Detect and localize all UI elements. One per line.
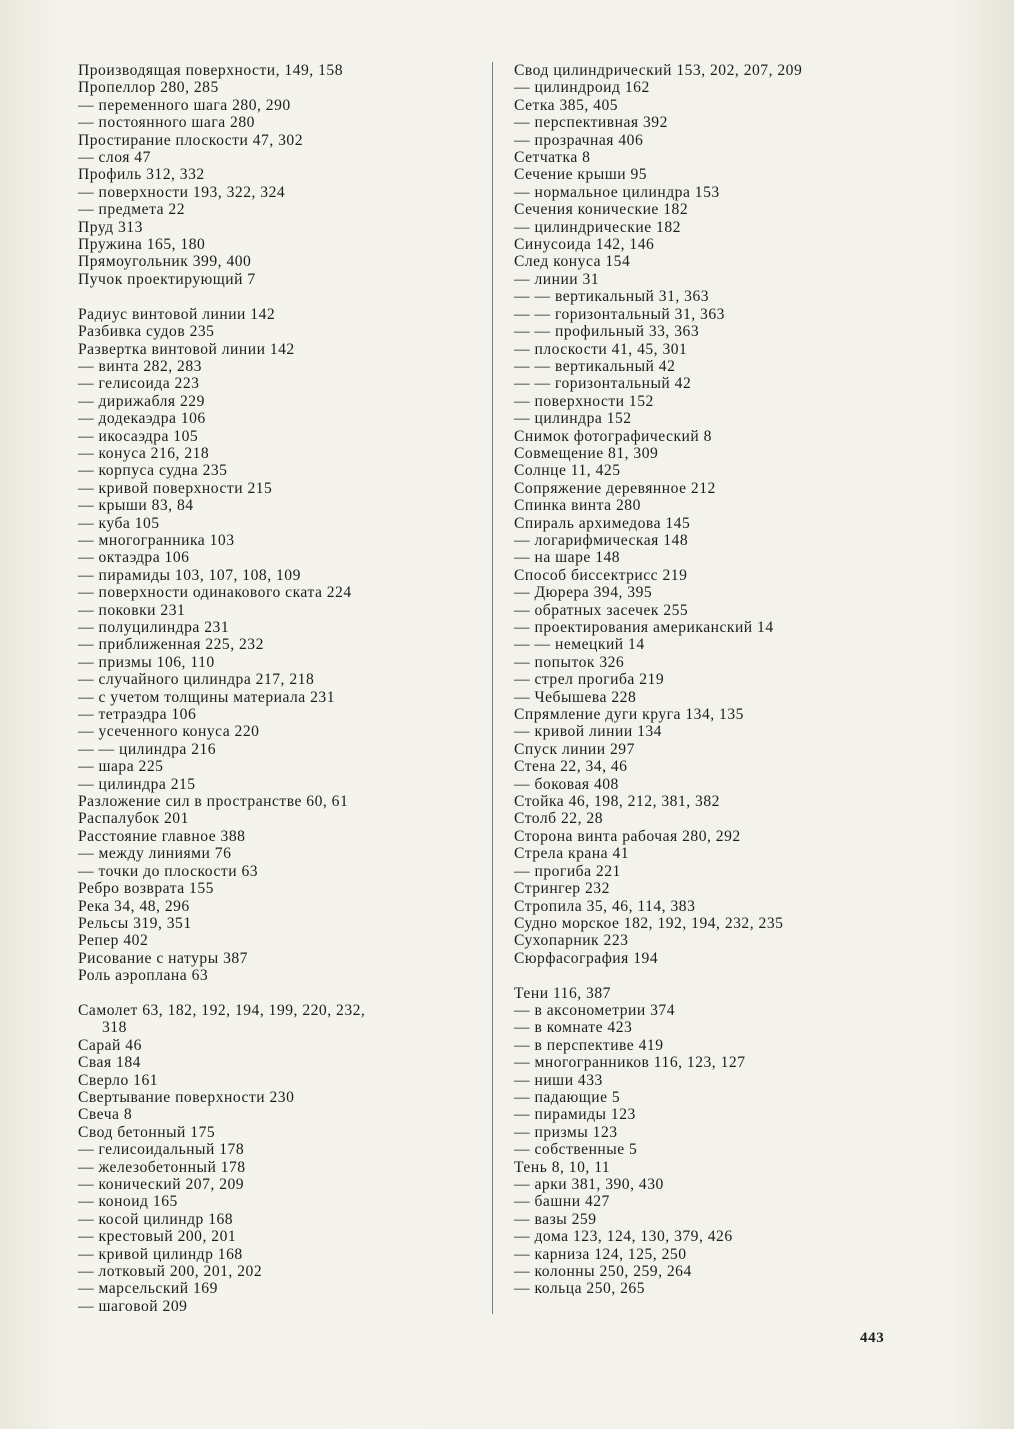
index-entry: — винта 282, 283 (78, 357, 202, 375)
index-entry: — усеченного конуса 220 (78, 723, 260, 741)
index-entry: — боковая 408 (514, 775, 619, 793)
index-entry: — пирамиды 123 (514, 1106, 636, 1124)
index-entry: Стена 22, 34, 46 (514, 758, 628, 776)
index-entry: — карниза 124, 125, 250 (514, 1245, 687, 1263)
index-entry: — с учетом толщины материала 231 (78, 688, 336, 706)
index-entry: Разбивка судов 235 (78, 323, 215, 341)
index-entry: — нормальное цилиндра 153 (514, 183, 720, 201)
index-entry: — конический 207, 209 (78, 1176, 245, 1193)
index-entry: Репер 402 (78, 932, 149, 950)
index-entry: — пирамиды 103, 107, 108, 109 (78, 566, 301, 584)
index-entry: — железобетонный 178 (78, 1158, 246, 1176)
index-entry: Роль аэроплана 63 (78, 967, 209, 985)
index-entry: — кольца 250, 265 (514, 1280, 646, 1298)
index-entry: — гелисоида 223 (78, 375, 200, 393)
index-entry: Профиль 312, 332 (78, 166, 205, 184)
index-entry: — — горизонтальный 31, 363 (514, 305, 725, 323)
index-entry: — многогранников 116, 123, 127 (514, 1054, 746, 1072)
index-entry: — прозрачная 406 (514, 131, 644, 149)
index-entry: — многогранника 103 (78, 531, 235, 549)
index-entry: — проектирования американский 14 (514, 619, 774, 636)
index-entry: — поверхности 193, 322, 324 (78, 183, 286, 201)
index-entry: — вазы 259 (514, 1210, 597, 1228)
index-entry: Солнце 11, 425 (514, 462, 621, 480)
index-entry: — перспективная 392 (514, 114, 668, 132)
index-entry: — ниши 433 (514, 1071, 603, 1089)
index-entry: Сетка 385, 405 (514, 96, 619, 114)
index-entry: — прогиба 221 (514, 862, 621, 880)
index-entry: Пропеллор 280, 285 (78, 79, 219, 97)
index-entry: Синусоида 142, 146 (514, 236, 655, 254)
index-entry: — шаговой 209 (78, 1297, 188, 1315)
index-entry: Сечения конические 182 (514, 201, 689, 219)
index-entry: Расстояние главное 388 (78, 827, 246, 845)
index-entry: — собственные 5 (514, 1141, 638, 1159)
index-entry: Тени 116, 387 (514, 984, 611, 1002)
index-entry: Пруд 313 (78, 218, 143, 236)
index-entry: Ребро возврата 155 (78, 880, 214, 898)
index-entry: — предмета 22 (78, 201, 185, 219)
index-entry: Разложение сил в пространстве 60, 61 (78, 793, 349, 811)
index-entry: Рельсы 319, 351 (78, 914, 192, 932)
index-entry: — случайного цилиндра 217, 218 (78, 671, 315, 689)
index-entry: — куба 105 (78, 514, 160, 532)
index-entry: Сверло 161 (78, 1071, 159, 1089)
index-entry: Сторона винта рабочая 280, 292 (514, 827, 741, 845)
index-entry: Свод цилиндрический 153, 202, 207, 209 (514, 62, 803, 79)
index-entry: 318 (102, 1019, 127, 1037)
index-entry: След конуса 154 (514, 253, 631, 271)
index-entry: — призмы 123 (514, 1123, 618, 1141)
index-entry: — между линиями 76 (78, 845, 232, 863)
index-entry: Способ биссектрисс 219 (514, 566, 688, 584)
index-entry: Пружина 165, 180 (78, 236, 206, 254)
index-entry: — в перспективе 419 (514, 1036, 664, 1054)
index-entry: Снимок фотографический 8 (514, 427, 712, 445)
index-entry: — дирижабля 229 (78, 392, 205, 410)
index-entry: Радиус винтовой линии 142 (78, 305, 276, 323)
index-entry: Тень 8, 10, 11 (514, 1158, 611, 1176)
index-entry: — шара 225 (78, 758, 164, 776)
index-entry: Стропила 35, 46, 114, 383 (514, 897, 696, 915)
index-entry: Развертка винтовой линии 142 (78, 340, 295, 358)
index-entry: — слоя 47 (78, 149, 151, 167)
index-entry: — полуцилиндра 231 (78, 619, 230, 636)
section-gap (514, 967, 914, 984)
index-entry: — башни 427 (514, 1193, 610, 1211)
index-entry: Спрямление дуги круга 134, 135 (514, 706, 744, 724)
index-entry: — кривой поверхности 215 (78, 479, 273, 497)
index-entry: — — профильный 33, 363 (514, 323, 700, 341)
index-entry: — Дюрера 394, 395 (514, 584, 653, 602)
index-entry: — на шаре 148 (514, 549, 621, 567)
index-entry: — икосаэдра 105 (78, 427, 199, 445)
index-entry: Сечение крыши 95 (514, 166, 648, 184)
index-entry: — арки 381, 390, 430 (514, 1176, 664, 1193)
index-entry: — крестовый 200, 201 (78, 1228, 237, 1246)
index-entry: Пучок проектирующий 7 (78, 270, 256, 288)
index-entry: — — горизонтальный 42 (514, 375, 692, 393)
index-entry: — гелисоидальный 178 (78, 1141, 245, 1159)
index-column-left (78, 62, 478, 1315)
index-entry: — в комнате 423 (514, 1019, 633, 1037)
index-entry: Сарай 46 (78, 1036, 142, 1054)
index-entry: — попыток 326 (514, 653, 625, 671)
index-entry: — переменного шага 280, 290 (78, 96, 291, 114)
index-entry: Свертывание поверхности 230 (78, 1088, 295, 1106)
index-entry: — додекаэдра 106 (78, 410, 206, 428)
index-entry: Река 34, 48, 296 (78, 897, 190, 915)
index-entry: — — вертикальный 42 (514, 357, 676, 375)
section-gap (78, 288, 478, 305)
index-entry: — в аксонометрии 374 (514, 1001, 675, 1019)
index-entry: Спинка винта 280 (514, 497, 641, 515)
index-entry: Стойка 46, 198, 212, 381, 382 (514, 793, 720, 811)
index-entry: Столб 22, 28 (514, 810, 603, 828)
index-entry: Производящая поверхности, 149, 158 (78, 62, 343, 79)
index-entry: — цилиндроид 162 (514, 79, 650, 97)
index-entry: — коноид 165 (78, 1193, 178, 1211)
index-entry: Спираль архимедова 145 (514, 514, 691, 532)
index-entry: Прямоугольник 399, 400 (78, 253, 252, 271)
column-divider (492, 62, 493, 1314)
index-column-right (514, 62, 914, 1298)
index-entry: — — немецкий 14 (514, 636, 645, 654)
index-entry: Стрингер 232 (514, 880, 610, 898)
index-entry: — дома 123, 124, 130, 379, 426 (514, 1228, 733, 1246)
index-entry: — стрел прогиба 219 (514, 671, 665, 689)
index-entry: — постоянного шага 280 (78, 114, 255, 132)
index-entry: Простирание плоскости 47, 302 (78, 131, 304, 149)
index-entry: Судно морское 182, 192, 194, 232, 235 (514, 914, 784, 932)
index-entry: — марсельский 169 (78, 1280, 218, 1298)
index-entry: Спуск линии 297 (514, 740, 635, 758)
index-entry: Сухопарник 223 (514, 932, 629, 950)
index-entry: — крыши 83, 84 (78, 497, 194, 515)
index-entry: — косой цилиндр 168 (78, 1210, 234, 1228)
index-entry: — конуса 216, 218 (78, 444, 210, 462)
index-entry: — поверхности одинакового ската 224 (78, 584, 352, 602)
index-entry: — тетраэдра 106 (78, 706, 197, 724)
index-entry: Распалубок 201 (78, 810, 189, 828)
index-entry: — плоскости 41, 45, 301 (514, 340, 688, 358)
index-entry: — точки до плоскости 63 (78, 862, 259, 880)
index-entry: Самолет 63, 182, 192, 194, 199, 220, 232, (78, 1001, 366, 1019)
index-entry: — приближенная 225, 232 (78, 636, 264, 654)
index-entry: — колонны 250, 259, 264 (514, 1263, 692, 1281)
index-entry: — падающие 5 (514, 1088, 621, 1106)
index-entry: Стрела крана 41 (514, 845, 630, 863)
index-entry: — линии 31 (514, 270, 600, 288)
index-entry: Сетчатка 8 (514, 149, 591, 167)
index-entry: — цилиндра 152 (514, 410, 632, 428)
index-entry: — — вертикальный 31, 363 (514, 288, 710, 306)
index-entry: Совмещение 81, 309 (514, 444, 659, 462)
index-entry: Свая 184 (78, 1054, 141, 1072)
index-entry: — обратных засечек 255 (514, 601, 689, 619)
index-entry: Сопряжение деревянное 212 (514, 479, 716, 497)
index-entry: — корпуса судна 235 (78, 462, 228, 480)
index-entry: — цилиндра 215 (78, 775, 196, 793)
index-entry: — лотковый 200, 201, 202 (78, 1263, 263, 1281)
index-entry: — поковки 231 (78, 601, 186, 619)
index-entry: Свеча 8 (78, 1106, 133, 1124)
index-entry: — цилиндрические 182 (514, 218, 681, 236)
index-entry: — октаэдра 106 (78, 549, 190, 567)
index-entry: — — цилиндра 216 (78, 740, 217, 758)
section-gap (78, 985, 478, 1002)
index-entry: — кривой цилиндр 168 (78, 1245, 243, 1263)
index-entry: Свод бетонный 175 (78, 1123, 216, 1141)
page-number: 443 (860, 1330, 885, 1346)
index-entry: — кривой линии 134 (514, 723, 662, 741)
index-entry: — призмы 106, 110 (78, 653, 215, 671)
index-entry: — Чебышева 228 (514, 688, 637, 706)
index-entry: — поверхности 152 (514, 392, 654, 410)
index-entry: Сюрфасография 194 (514, 949, 659, 967)
index-entry: Рисование с натуры 387 (78, 949, 248, 967)
index-entry: — логарифмическая 148 (514, 531, 689, 549)
